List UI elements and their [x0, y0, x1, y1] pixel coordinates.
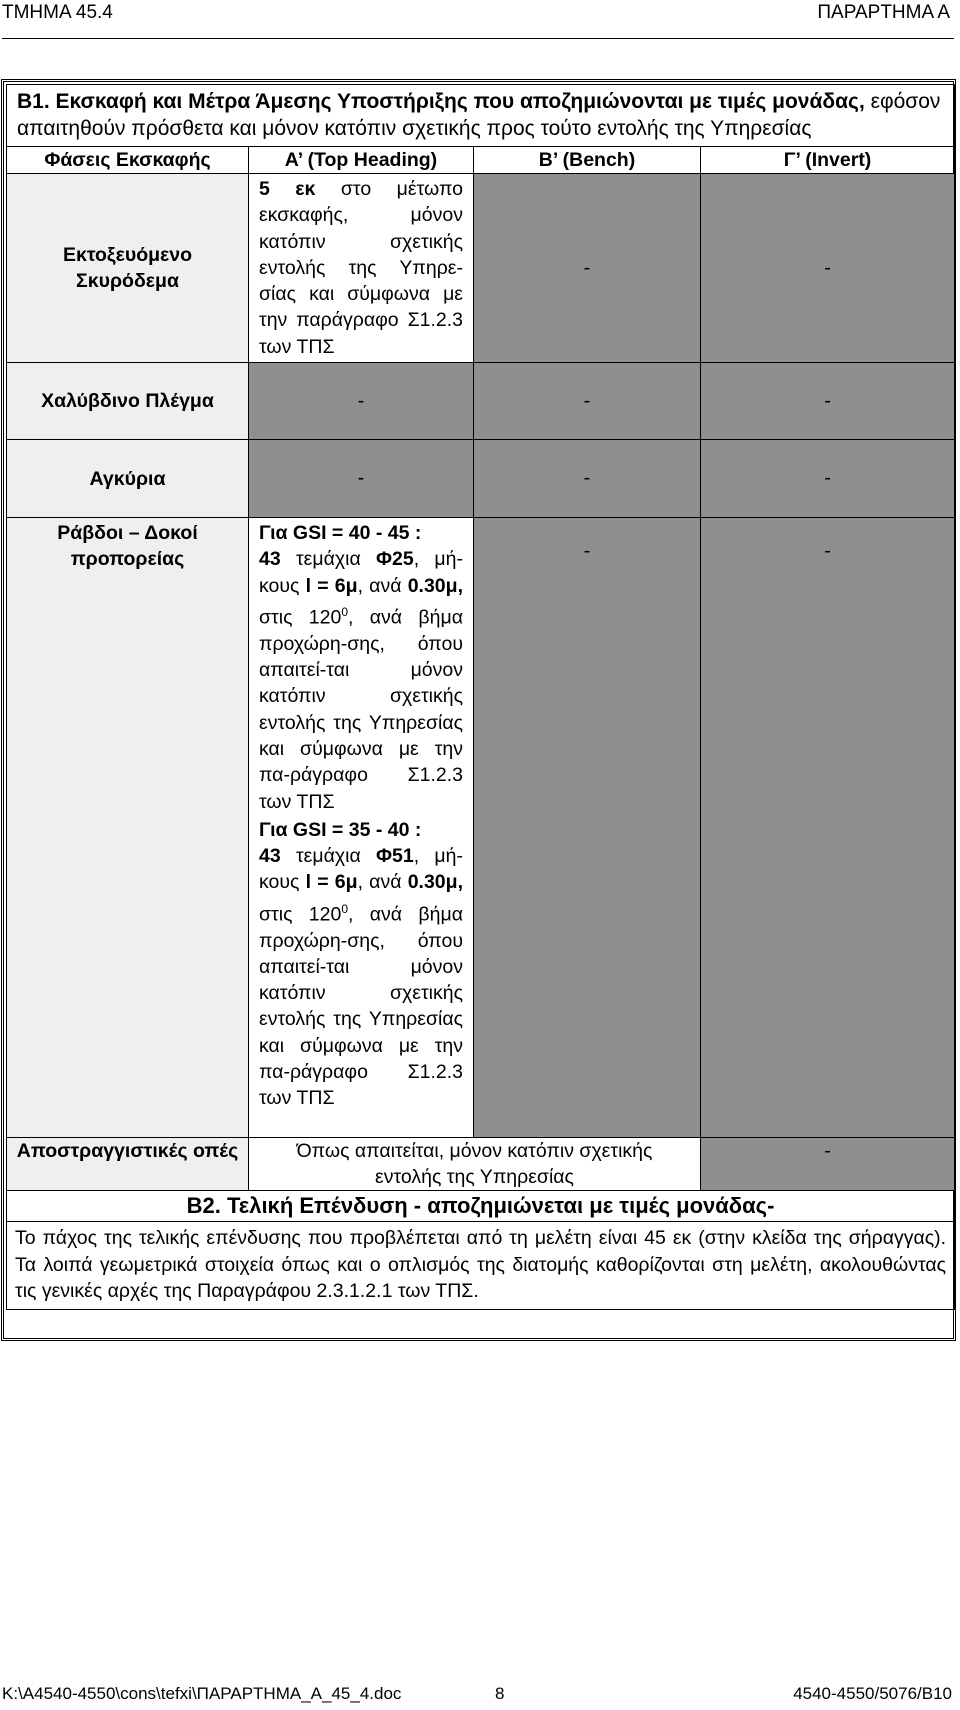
forepoling-gsi-40-45	[249, 518, 473, 817]
forepoling-gsi2-heading: Για GSI = 35 - 40 :	[259, 818, 422, 841]
forepoling-gsi1-degree: 0	[341, 604, 349, 619]
forepoling-gsi1-text-1: τεμάχια	[280, 548, 377, 571]
row-forepoling-invert: -	[701, 518, 955, 1138]
row-mesh-invert: -	[701, 363, 955, 440]
row-forepoling	[7, 518, 955, 1138]
section-b1-title-row	[7, 85, 955, 147]
forepoling-gsi1-length: l = 6μ	[305, 574, 358, 597]
row-anchors-top-heading: -	[249, 440, 474, 518]
forepoling-gsi1-count: 43	[259, 548, 281, 571]
page-header	[0, 0, 960, 40]
column-header-bench: Β’ (Bench)	[474, 147, 701, 174]
forepoling-gsi2-diameter: Φ51	[376, 845, 414, 868]
row-anchors-label: Αγκύρια	[7, 440, 249, 518]
forepoling-gsi1-diameter: Φ25	[376, 548, 414, 571]
row-forepoling-bench: -	[474, 518, 701, 1138]
forepoling-gsi-35-40	[249, 817, 473, 1114]
forepoling-gsi2-text-3: , ανά	[357, 871, 408, 894]
forepoling-gsi2-degree: 0	[341, 901, 349, 916]
forepoling-gsi2-text-1: τεμάχια	[280, 845, 377, 868]
row-mesh-label: Χαλύβδινο Πλέγμα	[7, 363, 249, 440]
shotcrete-thickness: 5 εκ	[259, 178, 316, 200]
specification-table	[6, 84, 955, 1310]
forepoling-gsi1-text-4: στις 120	[259, 606, 342, 629]
footer-page-number: 8	[495, 1684, 505, 1703]
forepoling-gsi2-count: 43	[259, 845, 281, 868]
row-forepoling-label: Ράβδοι – Δοκοί προπορείας	[7, 518, 249, 1138]
row-mesh	[7, 363, 955, 440]
header-appendix: ΠΑΡΑΡΤΗΜΑ Α	[817, 2, 950, 23]
section-b1-title	[7, 85, 955, 147]
column-header-phases: Φάσεις Εκσκαφής	[7, 147, 249, 174]
row-drainage	[7, 1138, 955, 1191]
forepoling-gsi1-spacing: 0.30μ,	[407, 574, 463, 597]
forepoling-gsi2-text-5: , ανά βήμα προχώρη-σης, όπου απαιτεί-ται μόνον κατόπιν σχετικής εντολής της Υπηρεσίας και σύμφωνα με την πα-ράγραφο Σ1.2.3 των ΤΠΣ	[259, 903, 463, 1110]
row-shotcrete-top-heading	[249, 174, 474, 363]
row-drainage-invert: -	[701, 1138, 955, 1191]
forepoling-gsi1-heading: Για GSI = 40 - 45 :	[259, 522, 422, 545]
forepoling-gsi1-text-2: , μή-κους	[259, 548, 463, 597]
row-mesh-bench: -	[474, 363, 701, 440]
section-b2-title: Β2. Τελική Επένδυση - αποζημιώνεται με τιμές μονάδας-	[7, 1191, 954, 1222]
section-b2-row	[7, 1191, 955, 1310]
footer-document-code: 4540-4550/5076/B10	[793, 1684, 952, 1703]
row-shotcrete	[7, 174, 955, 363]
header-section-number: ΤΜΗΜΑ 45.4	[2, 2, 113, 23]
shotcrete-description: στο μέτωπο εκσκαφής, μόνον κατόπιν σχετικής εντολής της Υπηρε-σίας και σύμφωνα με την παράγραφο Σ1.2.3 των ΤΠΣ	[259, 178, 463, 358]
row-anchors-bench: -	[474, 440, 701, 518]
column-header-top-heading: Α’ (Top Heading)	[249, 147, 474, 174]
row-forepoling-top-heading	[249, 518, 474, 1138]
column-header-invert: Γ’ (Invert)	[701, 147, 955, 174]
forepoling-gsi2-spacing: 0.30μ,	[407, 871, 463, 894]
forepoling-gsi1-text-3: , ανά	[357, 574, 408, 597]
row-mesh-top-heading: -	[249, 363, 474, 440]
section-b2	[7, 1191, 955, 1310]
row-shotcrete-invert: -	[701, 174, 955, 363]
column-header-row	[7, 147, 955, 174]
forepoling-gsi1-text-5: , ανά βήμα προχώρη-σης, όπου απαιτεί-ται μόνον κατόπιν σχετικής εντολής της Υπηρεσίας και σύμφωνα με την πα-ράγραφο Σ1.2.3 των ΤΠΣ	[259, 606, 463, 813]
row-anchors-invert: -	[701, 440, 955, 518]
shotcrete-top-heading-text	[249, 174, 473, 362]
row-shotcrete-label: Εκτοξευόμενο Σκυρόδεμα	[7, 174, 249, 363]
footer-file-path: K:\A4540-4550\cons\tefxi\ΠΑΡΑΡΤΗΜΑ_Α_45_4.doc	[2, 1684, 402, 1703]
forepoling-gsi2-text-4: στις 120	[259, 903, 342, 926]
section-b1-title-rest: εφόσον απαιτηθούν πρόσθετα και μόνον κατόπιν σχετικής προς τούτο εντολής της Υπηρεσίας	[17, 90, 941, 140]
section-b2-text: Το πάχος της τελικής επένδυσης που προβλέπεται από τη μελέτη είναι 45 εκ (στην κλείδα της σήραγγας). Τα λοιπά γεωμετρικά στοιχεία όπως και ο οπλισμός της διατομής καθορίζονται στη μελέτη, ακολουθώντας τις γενικές αρχές της Παραγράφου 2.3.1.2.1 των ΤΠΣ.	[15, 1227, 947, 1303]
row-shotcrete-bench: -	[474, 174, 701, 363]
header-rule	[2, 38, 954, 39]
row-drainage-top-heading-bench: Όπως απαιτείται, μόνον κατόπιν σχετικής εντολής της Υπηρεσίας	[249, 1138, 701, 1191]
row-drainage-label: Αποστραγγιστικές οπές	[7, 1138, 249, 1191]
forepoling-gsi2-length: l = 6μ	[305, 871, 358, 894]
forepoling-gsi2-text-2: , μή-κους	[259, 845, 463, 894]
page-footer	[0, 1680, 960, 1710]
section-b1-title-bold: Β1. Εκσκαφή και Μέτρα Άμεσης Υποστήριξης που αποζημιώνονται με τιμές μονάδας,	[17, 90, 865, 113]
row-anchors	[7, 440, 955, 518]
